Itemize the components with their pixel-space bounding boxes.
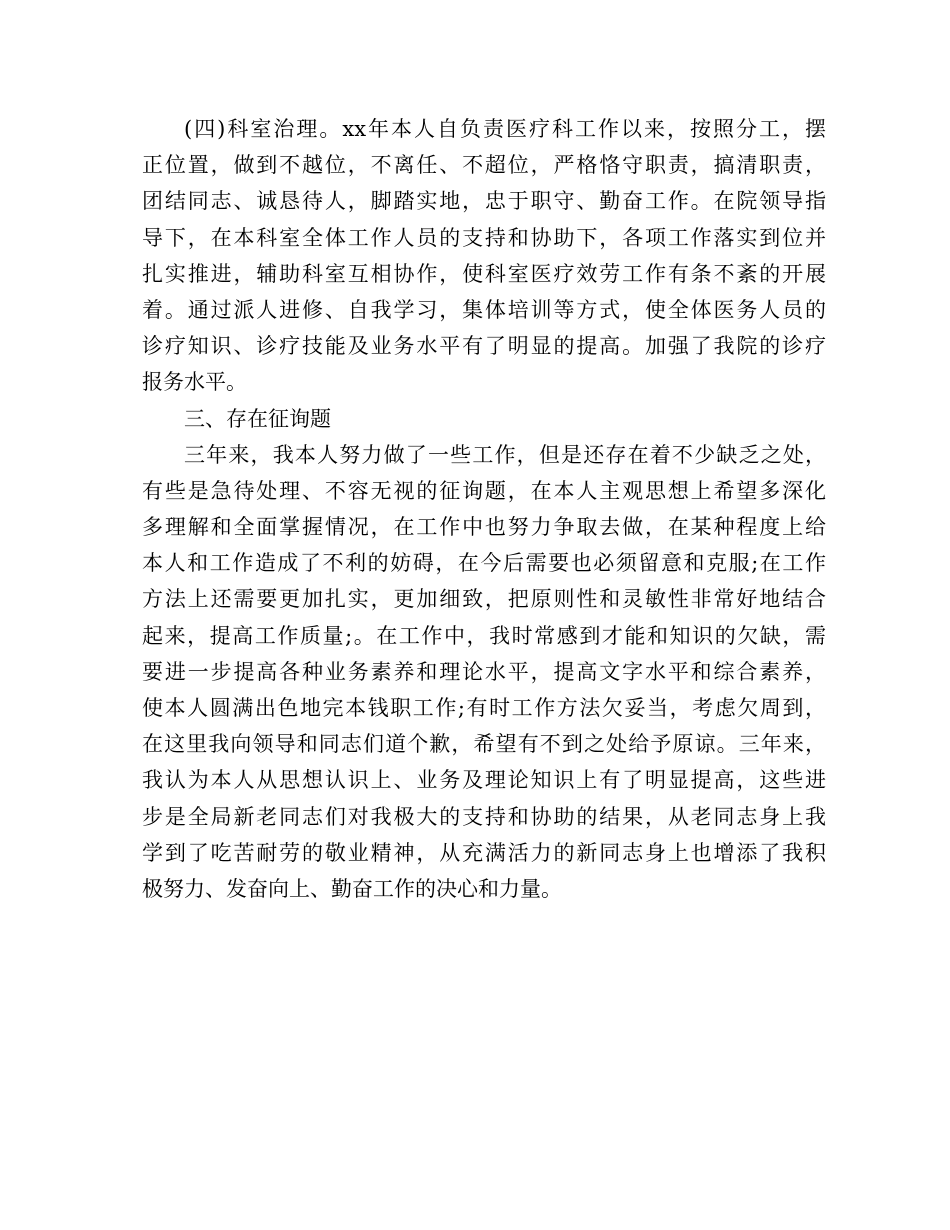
section-heading: [142, 401, 826, 437]
heading-line: 三、存在征询题: [184, 406, 331, 431]
text-line: 有些是急待处理、不容无视的征询题，在本人主观思想上希望多深化: [142, 478, 826, 503]
text-line: 扎实推进，辅助科室互相协作，使科室医疗效劳工作有条不紊的开展: [142, 261, 826, 286]
text-line: 极努力、发奋向上、勤奋工作的决心和力量。: [142, 876, 562, 901]
paragraph-section-four: [142, 111, 826, 401]
text-line: 团结同志、诚恳待人，脚踏实地，忠于职守、勤奋工作。在院领导指: [142, 189, 826, 214]
text-line: 我认为本人从思想认识上、业务及理论知识上有了明显提高，这些进: [142, 768, 826, 793]
text-line: 报务水平。: [142, 370, 247, 395]
text-line: 要进一步提高各种业务素养和理论水平，提高文字水平和综合素养，: [142, 659, 826, 684]
text-line: 使本人圆满出色地完本钱职工作;有时工作方法欠妥当，考虑欠周到，: [142, 696, 826, 720]
text-line: 三年来，我本人努力做了一些工作，但是还存在着不少缺乏之处，: [184, 442, 826, 467]
document-body: [142, 111, 826, 907]
text-line: 着。通过派人进修、自我学习，集体培训等方式，使全体医务人员的: [142, 297, 826, 322]
text-line: 正位置，做到不越位，不离任、不超位，严格恪守职责，搞清职责，: [142, 153, 826, 178]
text-line: 起来，提高工作质量;。在工作中，我时常感到才能和知识的欠缺，需: [142, 623, 826, 648]
text-line: 学到了吃苦耐劳的敬业精神，从充满活力的新同志身上也增添了我积: [142, 840, 826, 865]
text-line: 步是全局新老同志们对我极大的支持和协助的结果，从老同志身上我: [142, 804, 826, 829]
text-line: 导下，在本科室全体工作人员的支持和协助下，各项工作落实到位并: [142, 225, 826, 250]
text-line: (四)科室治理。xx年本人自负责医疗科工作以来，按照分工，摆: [184, 117, 826, 141]
text-line: 在这里我向领导和同志们道个歉，希望有不到之处给予原谅。三年来，: [142, 732, 826, 757]
text-line: 方法上还需要更加扎实，更加细致，把原则性和灵敏性非常好地结合: [142, 587, 826, 612]
text-line: 诊疗知识、诊疗技能及业务水平有了明显的提高。加强了我院的诊疗: [142, 334, 826, 359]
paragraph-problems: [142, 437, 826, 907]
text-line: 多理解和全面掌握情况，在工作中也努力争取去做，在某种程度上给: [142, 515, 826, 540]
text-line: 本人和工作造成了不利的妨碍，在今后需要也必须留意和克服;在工作: [142, 551, 826, 576]
